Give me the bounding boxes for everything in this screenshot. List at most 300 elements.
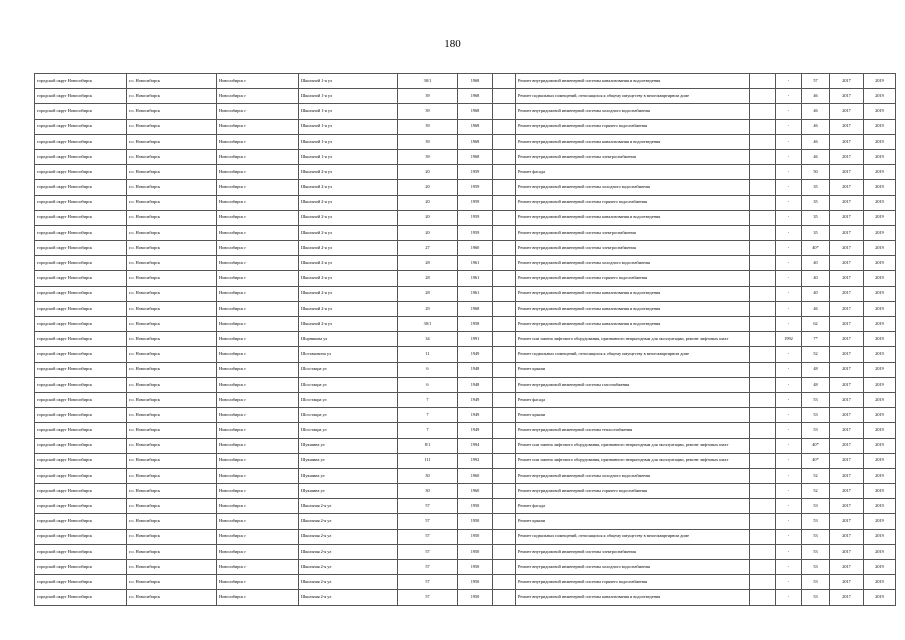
empty-cell [750,195,776,210]
elevator-year-cell: 1992 [776,332,802,347]
city-cell: Новосибирск г [217,529,299,544]
municipality-cell: городской округ Новосибирск [35,195,127,210]
district-cell: г.о. Новосибирск [127,438,217,453]
end-year-cell: 2019 [864,514,896,529]
empty-cell [750,149,776,164]
district-cell: г.о. Новосибирск [127,286,217,301]
empty-cell [750,286,776,301]
empty-cell [493,241,516,256]
elevator-year-cell: - [776,347,802,362]
house-number-cell: 29 [398,301,458,316]
empty-cell [750,377,776,392]
district-cell: г.о. Новосибирск [127,241,217,256]
empty-cell [493,149,516,164]
empty-cell [493,89,516,104]
empty-cell [750,332,776,347]
municipality-cell: городской округ Новосибирск [35,438,127,453]
street-cell: Шосстакра ул [299,423,398,438]
house-number-cell: 57 [398,544,458,559]
empty-cell [750,423,776,438]
end-year-cell: 2019 [864,590,896,605]
work-type-cell: Ремонт внутридомовой инженерной системы холодного водоснабжения [516,104,750,119]
start-year-cell: 2017 [830,225,864,240]
empty-cell [493,377,516,392]
year-built-cell: 1949 [458,423,493,438]
city-cell: Новосибирск г [217,423,299,438]
cost-cell: 35 [802,195,830,210]
table-row [35,225,896,240]
start-year-cell: 2017 [830,408,864,423]
year-built-cell: 1949 [458,347,493,362]
street-cell: Школьной 1-я ул [299,119,398,134]
municipality-cell: городской округ Новосибирск [35,560,127,575]
street-cell: Шосстакра ул [299,408,398,423]
empty-cell [750,301,776,316]
municipality-cell: городской округ Новосибирск [35,271,127,286]
elevator-year-cell: - [776,392,802,407]
repair-schedule-table [34,73,896,606]
district-cell: г.о. Новосибирск [127,499,217,514]
year-built-cell: 1948 [458,377,493,392]
street-cell: Школьной 1-я ул [299,89,398,104]
year-built-cell: 1968 [458,301,493,316]
start-year-cell: 2017 [830,317,864,332]
city-cell: Новосибирск г [217,560,299,575]
end-year-cell: 2019 [864,104,896,119]
end-year-cell: 2019 [864,468,896,483]
end-year-cell: 2019 [864,134,896,149]
elevator-year-cell: - [776,180,802,195]
district-cell: г.о. Новосибирск [127,210,217,225]
end-year-cell: 2019 [864,256,896,271]
work-type-cell: Ремонт внутридомовой инженерной системы электроснабжения [516,225,750,240]
end-year-cell: 2019 [864,529,896,544]
elevator-year-cell: - [776,529,802,544]
cost-cell: 40* [802,438,830,453]
district-cell: г.о. Новосибирск [127,119,217,134]
house-number-cell: 28 [398,256,458,271]
city-cell: Новосибирск г [217,317,299,332]
cost-cell: 53 [802,514,830,529]
end-year-cell: 2019 [864,377,896,392]
empty-cell [493,560,516,575]
house-number-cell: 39 [398,89,458,104]
year-built-cell: 1961 [458,286,493,301]
start-year-cell: 2017 [830,301,864,316]
city-cell: Новосибирск г [217,119,299,134]
district-cell: г.о. Новосибирск [127,104,217,119]
elevator-year-cell: - [776,575,802,590]
street-cell: Школьной 2-я ул [299,165,398,180]
district-cell: г.о. Новосибирск [127,377,217,392]
table-row [35,332,896,347]
street-cell: Школьной 1-я ул [299,104,398,119]
house-number-cell: 20 [398,180,458,195]
end-year-cell: 2019 [864,74,896,89]
district-cell: г.о. Новосибирск [127,332,217,347]
city-cell: Новосибирск г [217,134,299,149]
street-cell: Школьной 2-я ул [299,271,398,286]
start-year-cell: 2017 [830,560,864,575]
street-cell: Школьная 2-я ул [299,514,398,529]
city-cell: Новосибирск г [217,271,299,286]
cost-cell: 35 [802,210,830,225]
end-year-cell: 2019 [864,423,896,438]
empty-cell [493,575,516,590]
empty-cell [493,423,516,438]
house-number-cell: 34 [398,332,458,347]
empty-cell [750,590,776,605]
municipality-cell: городской округ Новосибирск [35,423,127,438]
table-row [35,134,896,149]
cost-cell: 53 [802,408,830,423]
street-cell: Школьной 2-я ул [299,286,398,301]
district-cell: г.о. Новосибирск [127,529,217,544]
cost-cell: 48 [802,377,830,392]
municipality-cell: городской округ Новосибирск [35,392,127,407]
table-row [35,256,896,271]
city-cell: Новосибирск г [217,408,299,423]
street-cell: Школьной 2-я ул [299,225,398,240]
end-year-cell: 2019 [864,149,896,164]
year-built-cell: 1960 [458,468,493,483]
table-row [35,286,896,301]
table-row [35,149,896,164]
empty-cell [750,438,776,453]
cost-cell: 40* [802,453,830,468]
cost-cell: 50 [802,165,830,180]
district-cell: г.о. Новосибирск [127,468,217,483]
year-built-cell: 1948 [458,362,493,377]
work-type-cell: Ремонт внутридомовой инженерной системы холодного водоснабжения [516,180,750,195]
street-cell: Шосстакра ул [299,362,398,377]
empty-cell [750,575,776,590]
city-cell: Новосибирск г [217,104,299,119]
end-year-cell: 2019 [864,362,896,377]
start-year-cell: 2017 [830,104,864,119]
end-year-cell: 2019 [864,286,896,301]
empty-cell [750,271,776,286]
end-year-cell: 2019 [864,119,896,134]
empty-cell [493,529,516,544]
city-cell: Новосибирск г [217,514,299,529]
street-cell: Школьной 2-я ул [299,256,398,271]
elevator-year-cell: - [776,241,802,256]
end-year-cell: 2019 [864,271,896,286]
year-built-cell: 1950 [458,560,493,575]
empty-cell [750,89,776,104]
house-number-cell: 20 [398,195,458,210]
city-cell: Новосибирск г [217,362,299,377]
year-built-cell: 1968 [458,149,493,164]
empty-cell [493,453,516,468]
empty-cell [493,256,516,271]
end-year-cell: 2019 [864,210,896,225]
work-type-cell: Ремонт внутридомовой инженерной системы холодного водоснабжения [516,468,750,483]
elevator-year-cell: - [776,362,802,377]
district-cell: г.о. Новосибирск [127,271,217,286]
house-number-cell: 20 [398,210,458,225]
city-cell: Новосибирск г [217,453,299,468]
municipality-cell: городской округ Новосибирск [35,529,127,544]
municipality-cell: городской округ Новосибирск [35,377,127,392]
house-number-cell: 8/1 [398,438,458,453]
district-cell: г.о. Новосибирск [127,362,217,377]
year-built-cell: 1958 [458,317,493,332]
district-cell: г.о. Новосибирск [127,74,217,89]
work-type-cell: Ремонт внутридомовой инженерной системы электроснабжения [516,241,750,256]
work-type-cell: Ремонт или замена лифтового оборудования, признанного непригодным для эксплуатации, ремонт лифтовых шахт [516,453,750,468]
end-year-cell: 2019 [864,89,896,104]
empty-cell [750,256,776,271]
city-cell: Новосибирск г [217,225,299,240]
start-year-cell: 2017 [830,332,864,347]
house-number-cell: 30 [398,484,458,499]
municipality-cell: городской округ Новосибирск [35,134,127,149]
municipality-cell: городской округ Новосибирск [35,590,127,605]
municipality-cell: городской округ Новосибирск [35,241,127,256]
city-cell: Новосибирск г [217,484,299,499]
start-year-cell: 2017 [830,377,864,392]
start-year-cell: 2017 [830,271,864,286]
district-cell: г.о. Новосибирск [127,347,217,362]
empty-cell [493,195,516,210]
municipality-cell: городской округ Новосибирск [35,317,127,332]
city-cell: Новосибирск г [217,347,299,362]
elevator-year-cell: - [776,560,802,575]
elevator-year-cell: - [776,119,802,134]
empty-cell [493,134,516,149]
street-cell: Шукшина ул [299,438,398,453]
city-cell: Новосибирск г [217,210,299,225]
municipality-cell: городской округ Новосибирск [35,544,127,559]
end-year-cell: 2019 [864,560,896,575]
table-row [35,529,896,544]
cost-cell: 46 [802,301,830,316]
elevator-year-cell: - [776,423,802,438]
table-row [35,347,896,362]
work-type-cell: Ремонт фасада [516,165,750,180]
start-year-cell: 2017 [830,468,864,483]
district-cell: г.о. Новосибирск [127,453,217,468]
empty-cell [493,225,516,240]
start-year-cell: 2017 [830,423,864,438]
street-cell: Школьная 2-я ул [299,499,398,514]
table-row [35,377,896,392]
table-row [35,119,896,134]
year-built-cell: 1992 [458,453,493,468]
empty-cell [750,241,776,256]
year-built-cell: 1994 [458,438,493,453]
elevator-year-cell: - [776,89,802,104]
year-built-cell: 1959 [458,210,493,225]
district-cell: г.о. Новосибирск [127,256,217,271]
start-year-cell: 2017 [830,544,864,559]
house-number-cell: 39 [398,104,458,119]
empty-cell [493,286,516,301]
empty-cell [493,362,516,377]
house-number-cell: 7 [398,392,458,407]
house-number-cell: 57 [398,560,458,575]
empty-cell [750,499,776,514]
municipality-cell: городской округ Новосибирск [35,575,127,590]
year-built-cell: 1949 [458,392,493,407]
empty-cell [750,104,776,119]
city-cell: Новосибирск г [217,74,299,89]
city-cell: Новосибирск г [217,392,299,407]
municipality-cell: городской округ Новосибирск [35,180,127,195]
elevator-year-cell: - [776,286,802,301]
start-year-cell: 2017 [830,210,864,225]
end-year-cell: 2019 [864,392,896,407]
street-cell: Школьной 1-я ул [299,149,398,164]
district-cell: г.о. Новосибирск [127,134,217,149]
district-cell: г.о. Новосибирск [127,392,217,407]
empty-cell [493,271,516,286]
street-cell: Школьной 2-я ул [299,195,398,210]
work-type-cell: Ремонт подвальных помещений, относящихся к общему имуществу в многоквартирном доме [516,89,750,104]
cost-cell: 46 [802,149,830,164]
end-year-cell: 2019 [864,544,896,559]
start-year-cell: 2017 [830,165,864,180]
end-year-cell: 2019 [864,499,896,514]
elevator-year-cell: - [776,317,802,332]
year-built-cell: 1959 [458,165,493,180]
house-number-cell: 39 [398,119,458,134]
end-year-cell: 2019 [864,241,896,256]
work-type-cell: Ремонт внутридомовой инженерной системы канализования и водоотведения [516,317,750,332]
district-cell: г.о. Новосибирск [127,149,217,164]
elevator-year-cell: - [776,210,802,225]
start-year-cell: 2017 [830,499,864,514]
empty-cell [493,104,516,119]
start-year-cell: 2017 [830,119,864,134]
work-type-cell: Ремонт крыши [516,408,750,423]
year-built-cell: 1950 [458,529,493,544]
cost-cell: 52 [802,347,830,362]
empty-cell [493,165,516,180]
year-built-cell: 1959 [458,180,493,195]
elevator-year-cell: - [776,453,802,468]
house-number-cell: 20 [398,225,458,240]
cost-cell: 48 [802,362,830,377]
street-cell: Школьной 2-я ул [299,301,398,316]
year-built-cell: 1961 [458,256,493,271]
table-row [35,499,896,514]
cost-cell: 53 [802,423,830,438]
table-row [35,104,896,119]
page-number: 180 [444,38,461,50]
street-cell: Шостаковича ул [299,347,398,362]
elevator-year-cell: - [776,301,802,316]
elevator-year-cell: - [776,514,802,529]
start-year-cell: 2017 [830,453,864,468]
work-type-cell: Ремонт внутридомовой инженерной системы электроснабжения [516,544,750,559]
house-number-cell: 6 [398,362,458,377]
cost-cell: 57 [802,74,830,89]
table-row [35,392,896,407]
cost-cell: 53 [802,560,830,575]
cost-cell: 46 [802,89,830,104]
empty-cell [493,499,516,514]
district-cell: г.о. Новосибирск [127,225,217,240]
year-built-cell: 1968 [458,89,493,104]
work-type-cell: Ремонт внутридомовой инженерной системы горячего водоснабжения [516,271,750,286]
house-number-cell: 11 [398,347,458,362]
city-cell: Новосибирск г [217,165,299,180]
start-year-cell: 2017 [830,529,864,544]
empty-cell [750,210,776,225]
end-year-cell: 2019 [864,453,896,468]
start-year-cell: 2017 [830,195,864,210]
work-type-cell: Ремонт или замена лифтового оборудования, признанного непригодным для эксплуатации, ремонт лифтовых шахт [516,332,750,347]
district-cell: г.о. Новосибирск [127,408,217,423]
house-number-cell: 20 [398,165,458,180]
year-built-cell: 1961 [458,271,493,286]
empty-cell [750,347,776,362]
district-cell: г.о. Новосибирск [127,423,217,438]
district-cell: г.о. Новосибирск [127,301,217,316]
house-number-cell: 7 [398,423,458,438]
house-number-cell: 57 [398,590,458,605]
municipality-cell: городской округ Новосибирск [35,210,127,225]
cost-cell: 53 [802,590,830,605]
house-number-cell: 39 [398,134,458,149]
work-type-cell: Ремонт внутридомовой инженерной системы теплоснабжения [516,423,750,438]
start-year-cell: 2017 [830,362,864,377]
year-built-cell: 1960 [458,484,493,499]
city-cell: Новосибирск г [217,89,299,104]
table-row [35,408,896,423]
house-number-cell: 27 [398,241,458,256]
cost-cell: 7* [802,332,830,347]
city-cell: Новосибирск г [217,180,299,195]
house-number-cell: 39 [398,149,458,164]
cost-cell: 46 [802,134,830,149]
elevator-year-cell: - [776,225,802,240]
cost-cell: 53 [802,499,830,514]
empty-cell [750,317,776,332]
work-type-cell: Ремонт крыши [516,362,750,377]
end-year-cell: 2019 [864,484,896,499]
work-type-cell: Ремонт внутридомовой инженерной системы канализования и водоотведения [516,210,750,225]
cost-cell: 35 [802,180,830,195]
empty-cell [493,347,516,362]
house-number-cell: 57 [398,529,458,544]
elevator-year-cell: - [776,134,802,149]
street-cell: Шорникова ул [299,332,398,347]
year-built-cell: 1950 [458,514,493,529]
table-row [35,575,896,590]
work-type-cell: Ремонт фасада [516,499,750,514]
work-type-cell: Ремонт внутридомовой инженерной системы газоснабжения [516,377,750,392]
table-row [35,241,896,256]
empty-cell [493,317,516,332]
cost-cell: 53 [802,544,830,559]
district-cell: г.о. Новосибирск [127,560,217,575]
elevator-year-cell: - [776,468,802,483]
elevator-year-cell: - [776,149,802,164]
city-cell: Новосибирск г [217,377,299,392]
municipality-cell: городской округ Новосибирск [35,286,127,301]
elevator-year-cell: - [776,377,802,392]
end-year-cell: 2019 [864,408,896,423]
cost-cell: 52 [802,468,830,483]
year-built-cell: 1950 [458,544,493,559]
work-type-cell: Ремонт внутридомовой инженерной системы канализования и водоотведения [516,134,750,149]
municipality-cell: городской округ Новосибирск [35,104,127,119]
empty-cell [493,438,516,453]
